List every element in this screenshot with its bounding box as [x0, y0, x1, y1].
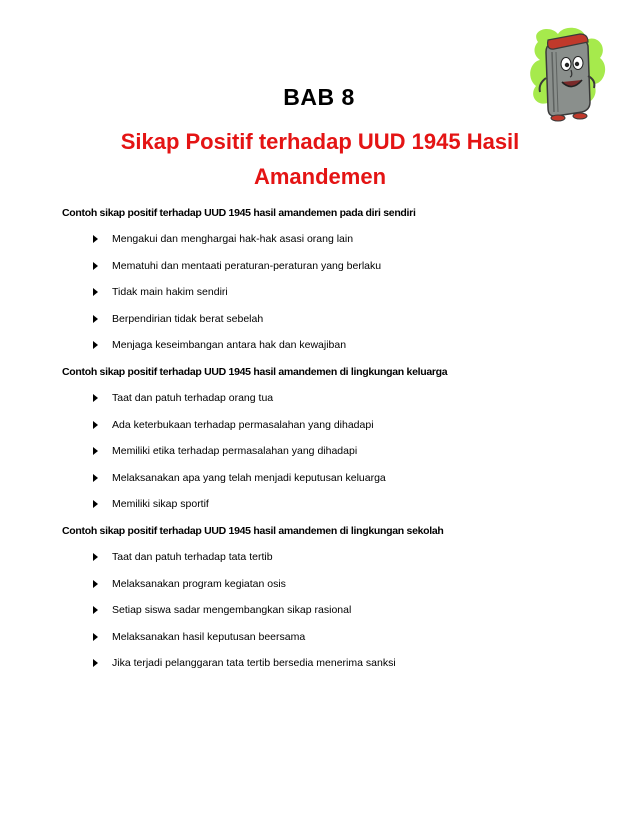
right-triangle-icon [93, 394, 98, 402]
right-triangle-icon [93, 447, 98, 455]
document-body [62, 207, 602, 684]
list-item-text: Taat dan patuh terhadap tata tertib [112, 550, 273, 563]
right-triangle-icon [93, 553, 98, 561]
page-title: Sikap Positif terhadap UUD 1945 Hasil Amandemen [120, 129, 520, 189]
right-triangle-icon [93, 288, 98, 296]
list-item-text: Taat dan patuh terhadap orang tua [112, 391, 274, 404]
list-item [62, 604, 602, 617]
right-triangle-icon [93, 262, 98, 270]
section-family [62, 366, 602, 511]
right-triangle-icon [93, 500, 98, 508]
list-item [62, 578, 602, 591]
list-item [62, 313, 602, 326]
list-item-text: Tidak main hakim sendiri [112, 286, 228, 299]
list-item [62, 631, 602, 644]
list-item [62, 498, 602, 511]
list-item [62, 657, 602, 670]
bullet-list [62, 233, 602, 352]
list-item [62, 260, 602, 273]
bullet-list [62, 392, 602, 511]
right-triangle-icon [93, 235, 98, 243]
list-item-text: Mengakui dan menghargai hak-hak asasi orang lain [112, 233, 354, 245]
list-item-text: Melaksanakan hasil keputusan beersama [112, 630, 306, 643]
list-item-text: Setiap siswa sadar mengembangkan sikap rasional [112, 604, 352, 617]
right-triangle-icon [93, 421, 98, 429]
right-triangle-icon [93, 606, 98, 614]
right-triangle-icon [93, 474, 98, 482]
section-school [62, 525, 602, 670]
chapter-heading: BAB 8 [283, 84, 355, 110]
list-item [62, 419, 602, 432]
right-triangle-icon [93, 341, 98, 349]
right-triangle-icon [93, 580, 98, 588]
list-item [62, 392, 602, 405]
list-item-text: Melaksanakan apa yang telah menjadi keputusan keluarga [112, 471, 386, 484]
section-heading: Contoh sikap positif terhadap UUD 1945 hasil amandemen di lingkungan keluarga [62, 365, 448, 378]
list-item-text: Memiliki sikap sportif [112, 498, 209, 511]
right-triangle-icon [93, 315, 98, 323]
list-item [62, 551, 602, 564]
list-item-text: Mematuhi dan mentaati peraturan-peraturan yang berlaku [112, 259, 382, 272]
list-item-text: Ada keterbukaan terhadap permasalahan yang dihadapi [112, 418, 374, 431]
list-item [62, 472, 602, 485]
section-self [62, 207, 602, 352]
list-item-text: Berpendirian tidak berat sebelah [112, 312, 264, 325]
list-item [62, 286, 602, 299]
list-item-text: Melaksanakan program kegiatan osis [112, 577, 286, 590]
list-item-text: Jika terjadi pelanggaran tata tertib bersedia menerima sanksi [112, 657, 396, 670]
list-item-text: Memiliki etika terhadap permasalahan yang dihadapi [112, 445, 358, 458]
right-triangle-icon [93, 659, 98, 667]
list-item [62, 339, 602, 352]
section-heading: Contoh sikap positif terhadap UUD 1945 hasil amandemen di lingkungan sekolah [62, 524, 444, 537]
section-heading: Contoh sikap positif terhadap UUD 1945 hasil amandemen pada diri sendiri [62, 207, 416, 219]
bullet-list [62, 551, 602, 670]
list-item-text: Menjaga keseimbangan antara hak dan kewajiban [112, 339, 347, 352]
right-triangle-icon [93, 633, 98, 641]
list-item [62, 445, 602, 458]
list-item [62, 233, 602, 246]
